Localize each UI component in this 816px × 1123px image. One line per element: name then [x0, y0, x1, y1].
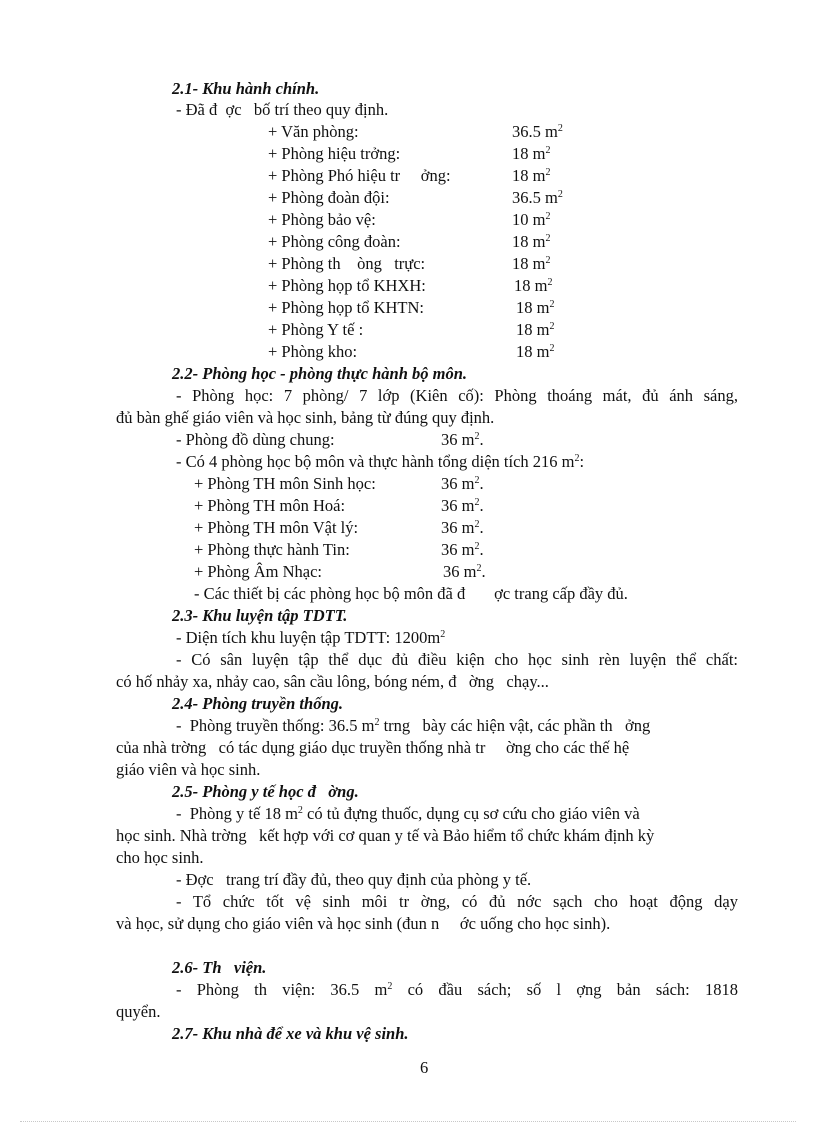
room-area: 18 $m^2$ [512, 144, 551, 163]
page-bottom-divider [20, 1121, 796, 1122]
room-name: + Phòng họp tổ KHTN: [268, 298, 424, 317]
room-area: 18 $m^2$ [516, 298, 555, 317]
paragraph-line: - Phòng học: 7 phòng/ 7 lớp (Kiên cố): Phòng thoáng mát, đủ ánh sáng, [176, 386, 738, 405]
paragraph-line: học sinh. Nhà trờng kết hợp với cơ quan y tế và Bảo hiểm tổ chức khám định kỳ [116, 826, 655, 845]
paragraph-line: cho học sinh. [116, 848, 204, 867]
paragraph-line: đủ bàn ghế giáo viên và học sinh, bảng từ đúng quy định. [116, 408, 495, 427]
heading-2-1: 2.1- Khu hành chính. [172, 79, 320, 98]
heading-2-3: 2.3- Khu luyện tập TDTT. [172, 606, 348, 625]
heading-2-4: 2.4- Phòng truyền thống. [172, 694, 343, 713]
common-room-name: - Phòng đồ dùng chung: [176, 430, 335, 449]
room-area: 36.5 $m^2$ [512, 188, 563, 207]
heading-2-7: 2.7- Khu nhà để xe và khu vệ sinh. [172, 1024, 409, 1043]
practice-intro: - Có 4 phòng học bộ môn và thực hành tổng diện tích 216 $m^2$: [176, 452, 585, 471]
page-number: 6 [420, 1058, 429, 1077]
room-area: 36.5 $m^2$ [512, 122, 563, 141]
lab-name: + Phòng TH môn Hoá: [194, 496, 346, 515]
room-area: 18 $m^2$ [516, 320, 555, 339]
paragraph-line: giáo viên và học sinh. [116, 760, 261, 779]
room-name: + Phòng công đoàn: [268, 232, 401, 251]
lab-name: + Phòng Âm Nhạc: [194, 562, 323, 581]
room-area: 18 $m^2$ [512, 232, 551, 251]
lab-name: + Phòng TH môn Vật lý: [194, 518, 359, 537]
room-name: + Phòng kho: [268, 342, 358, 361]
paragraph-line: - Phòng th viện: 36.5 $m^2$ có đầu sách; số l ợng bản sách: 1818 [176, 980, 738, 999]
lab-area: 36 $m^2$. [443, 562, 486, 581]
lab-area: 36 $m^2$. [441, 540, 484, 559]
paragraph-line: - Tổ chức tốt vệ sinh môi tr ờng, có đủ nớc sạch cho hoạt động dạy [176, 892, 738, 911]
lab-name: + Phòng thực hành Tin: [194, 540, 350, 559]
lab-area: 36 $m^2$. [441, 496, 484, 515]
room-name: + Phòng họp tổ KHXH: [268, 276, 426, 295]
room-area: 10 $m^2$ [512, 210, 551, 229]
paragraph-line: có hố nhảy xa, nhảy cao, sân cầu lông, bóng ném, đ ờng chạy... [116, 672, 549, 691]
room-name: + Phòng th òng trực: [268, 254, 426, 273]
lab-area: 36 $m^2$. [441, 474, 484, 493]
room-area: 18 $m^2$ [512, 166, 551, 185]
paragraph-line: quyển. [116, 1002, 161, 1021]
room-name: + Phòng bảo vệ: [268, 210, 376, 229]
room-area: 18 $m^2$ [512, 254, 551, 273]
paragraph-line: - Đợc trang trí đầy đủ, theo quy định của phòng y tế. [176, 870, 532, 889]
area-line: - Diện tích khu luyện tập TDTT: $1200m^2$ [176, 628, 446, 647]
paragraph-line: của nhà trờng có tác dụng giáo dục truyền thống nhà tr ờng cho các thế hệ [116, 738, 630, 757]
heading-2-2: 2.2- Phòng học - phòng thực hành bộ môn. [172, 364, 468, 383]
paragraph-line: - Phòng y tế 18 $m^2$ có tủ đựng thuốc, dụng cụ sơ cứu cho giáo viên và [176, 804, 640, 823]
room-name: + Phòng hiệu trởng: [268, 144, 401, 163]
common-room-area: 36 $m^2$. [441, 430, 484, 449]
intro-2-1: - Đã đ ợc bố trí theo quy định. [176, 100, 389, 119]
heading-2-5: 2.5- Phòng y tế học đ ờng. [172, 782, 359, 801]
room-name: + Phòng Phó hiệu tr ởng: [268, 166, 451, 185]
room-name: + Văn phòng: [268, 122, 359, 141]
room-area: 18 $m^2$ [516, 342, 555, 361]
room-name: + Phòng Y tế : [268, 320, 364, 339]
room-area: 18 $m^2$ [514, 276, 553, 295]
paragraph-line: - Có sân luyện tập thể dục đủ điều kiện cho học sinh rèn luyện thể chất: [176, 650, 738, 669]
room-name: + Phòng đoàn đội: [268, 188, 390, 207]
heading-2-6: 2.6- Th viện. [172, 958, 267, 977]
paragraph-line: và học, sử dụng cho giáo viên và học sinh (đun n ớc uống cho học sinh). [116, 914, 611, 933]
lab-area: 36 $m^2$. [441, 518, 484, 537]
equipment-note: - Các thiết bị các phòng học bộ môn đã đ ợc trang cấp đầy đủ. [194, 584, 628, 603]
paragraph-line: - Phòng truyền thống: 36.5 $m^2$ trng bày các hiện vật, các phần th ởng [176, 716, 651, 735]
lab-name: + Phòng TH môn Sinh học: [194, 474, 376, 493]
